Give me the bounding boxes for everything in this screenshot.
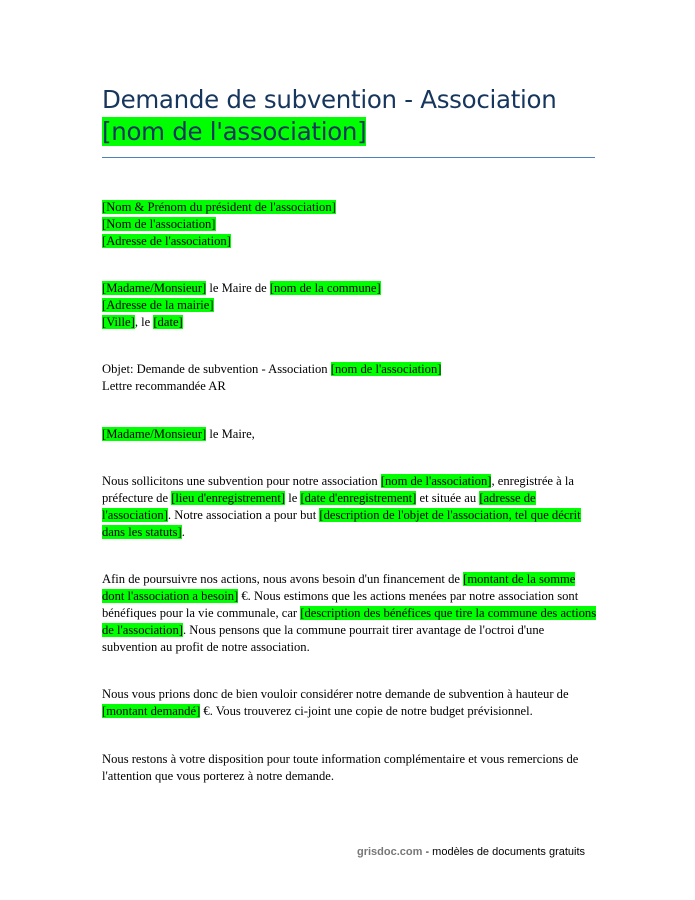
- text: Afin de poursuivre nos actions, nous avons besoin d'un financement de: [102, 572, 464, 586]
- text: €. Vous trouverez ci-joint une copie de notre budget prévisionnel.: [200, 704, 533, 718]
- footer-tagline: - modèles de documents gratuits: [422, 846, 586, 858]
- sender-block: [102, 199, 597, 250]
- text: , enregistrée à la préfecture de: [102, 474, 574, 505]
- salutation-civility: [Madame/Monsieur]: [102, 427, 207, 441]
- recipient-ville: [Ville]: [102, 315, 135, 329]
- text: €. Nous estimons que les actions menées par notre association sont bénéfiques pour la vie communale, car: [102, 589, 579, 620]
- placeholder-registration-date: [date d'enregistrement]: [300, 491, 417, 505]
- sender-president: [Nom & Prénom du président de l'association]: [102, 200, 336, 214]
- recipient-mairie-address: [Adresse de la mairie]: [102, 298, 214, 312]
- document-title: [102, 84, 602, 148]
- paragraph-2: [102, 571, 597, 656]
- text: le: [285, 491, 301, 505]
- text: et située au: [416, 491, 480, 505]
- sender-address: [Adresse de l'association]: [102, 234, 231, 248]
- placeholder-registration-place: [lieu d'enregistrement]: [171, 491, 286, 505]
- text: .: [181, 525, 185, 539]
- recipient-block: [102, 280, 597, 331]
- text: . Nous pensons que la commune pourrait tirer avantage de l'octroi d'une subvention au profit de notre association.: [102, 623, 545, 654]
- placeholder-amount-requested: [montant demandé]: [102, 704, 201, 718]
- title-line-1: Demande de subvention - Association: [102, 85, 557, 114]
- recipient-le: , le: [134, 315, 154, 329]
- object-label: Objet: Demande de subvention - Association: [102, 362, 331, 376]
- recipient-date: [date]: [153, 315, 183, 329]
- sender-association: [Nom de l'association]: [102, 217, 216, 231]
- title-placeholder-association: [nom de l'association]: [102, 117, 367, 146]
- placeholder-amount-needed: [montant de la somme dont l'association a besoin]: [102, 572, 576, 603]
- paragraph-4: [102, 751, 597, 785]
- object-block: [102, 361, 597, 395]
- salutation-text: le Maire,: [206, 427, 255, 441]
- recipient-commune: [nom de la commune]: [269, 281, 381, 295]
- text: . Notre association a pour but: [167, 508, 320, 522]
- recipient-text: le Maire de: [206, 281, 270, 295]
- paragraph-3: [102, 686, 597, 720]
- footer-site-link[interactable]: grisdoc.com: [357, 846, 423, 858]
- placeholder-association-address: [adresse de l'association]: [102, 491, 536, 522]
- paragraph-1: [102, 473, 597, 541]
- placeholder-association-purpose: [description de l'objet de l'association, tel que décrit dans les statuts]: [102, 508, 581, 539]
- text: Nous vous prions donc de bien vouloir considérer notre demande de subvention à hauteur de: [102, 687, 569, 701]
- placeholder-benefits: [description des bénéfices que tire la commune des actions de l'association]: [102, 606, 597, 637]
- recipient-civility: [Madame/Monsieur]: [102, 281, 207, 295]
- placeholder-association: [nom de l'association]: [380, 474, 492, 488]
- registered-mail-label: Lettre recommandée AR: [102, 379, 226, 393]
- text: Nous sollicitons une subvention pour notre association: [102, 474, 381, 488]
- closing-text: Nous restons à votre disposition pour toute information complémentaire et vous remercions de l'attention que vous porterez à notre demande.: [102, 752, 579, 783]
- salutation: [102, 426, 597, 443]
- footer: [357, 846, 585, 858]
- object-association: [nom de l'association]: [330, 362, 442, 376]
- title-divider: [102, 157, 595, 158]
